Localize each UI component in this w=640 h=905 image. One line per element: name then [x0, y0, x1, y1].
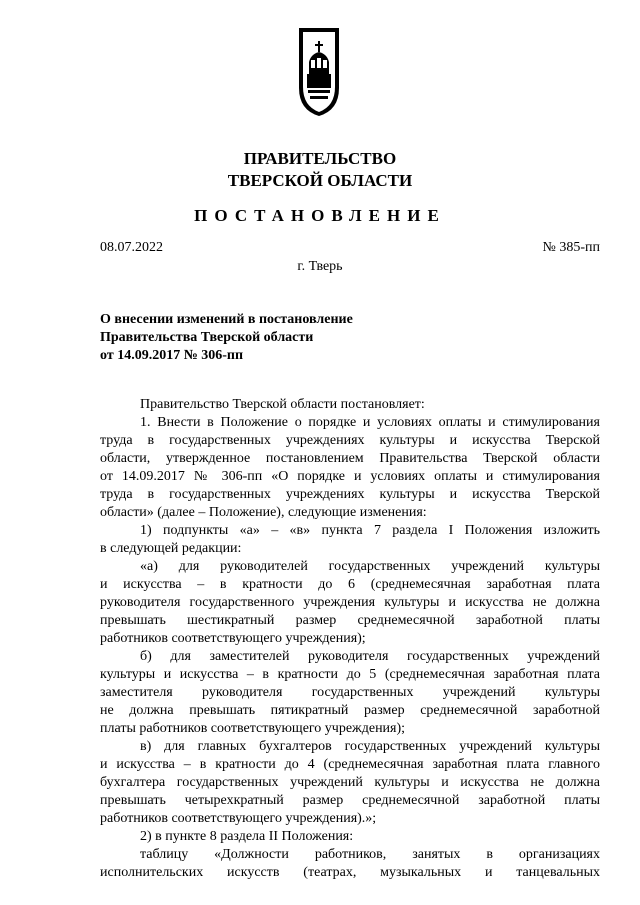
body-text-line: платы работников соответствующего учреждения); — [100, 721, 406, 736]
body-text-line: работников соответствующего учреждения); — [100, 631, 366, 646]
coat-of-arms-icon — [296, 26, 342, 118]
body-text-line: Правительство Тверской области постановляет: — [140, 397, 425, 412]
document-city: г. Тверь — [297, 259, 343, 274]
body-text-line: работников соответствующего учреждения).»; — [100, 811, 377, 826]
body-text-line: превышать четырехкратный размер среднемесячной заработной платы — [100, 793, 600, 808]
body-text-line: 1. Внести в Положение о порядке и условиях оплаты и стимулирования — [140, 415, 600, 430]
body-text-line: заместителя руководителя государственных учреждений культуры — [100, 685, 600, 700]
body-text-line: и искусства – в кратности до 6 (среднемесячная заработная плата — [100, 577, 600, 592]
body-text-line: области, утвержденное постановлением Правительства Тверской области — [100, 451, 600, 466]
body-text-line: исполнительских искусств (театрах, музыкальных и танцевальных — [100, 865, 600, 880]
body-text-line: труда в государственных учреждениях культуры и искусства Тверской — [100, 487, 600, 502]
document-type: ПОСТАНОВЛЕНИЕ — [194, 206, 446, 225]
document-date: 08.07.2022 — [100, 240, 163, 255]
body-text-line: не должна превышать пятикратный размер среднемесячной заработной — [100, 703, 600, 718]
body-text-line: 2) в пункте 8 раздела II Положения: — [140, 829, 354, 844]
body-text-line: от 14.09.2017 № 306-пп «О порядке и условиях оплаты и стимулирования — [100, 469, 600, 484]
body-text-line: таблицу «Должности работников, занятых в организациях — [140, 847, 600, 862]
body-text-line: культуры и искусства – в кратности до 5 (среднемесячная заработная плата — [100, 667, 600, 682]
body-text-line: 1) подпункты «а» – «в» пункта 7 раздела I Положения изложить — [140, 523, 600, 538]
body-text-line: бухгалтера государственных учреждений культуры и искусства не должна — [100, 775, 600, 790]
body-text-line: области» (далее – Положение), следующие изменения: — [100, 505, 427, 520]
body-text-line: «а) для руководителей государственных учреждений культуры — [140, 559, 600, 574]
body-text-line: в) для главных бухгалтеров государственных учреждений культуры — [140, 739, 600, 754]
government-name-line2: ТВЕРСКОЙ ОБЛАСТИ — [227, 171, 413, 190]
body-text-line: б) для заместителей руководителя государственных учреждений — [140, 649, 600, 664]
subject-line: Правительства Тверской области — [100, 330, 314, 345]
government-name-line1: ПРАВИТЕЛЬСТВО — [243, 149, 397, 168]
document-number: № 385-пп — [542, 240, 600, 255]
body-text-line: превышать шестикратный размер среднемесячной заработной платы — [100, 613, 600, 628]
subject-line: О внесении изменений в постановление — [100, 312, 353, 327]
body-text-line: в следующей редакции: — [100, 541, 242, 556]
document-subject — [100, 311, 353, 365]
document-body — [100, 396, 600, 882]
body-text-line: труда в государственных учреждениях культуры и искусства Тверской — [100, 433, 600, 448]
body-text-line: руководителя государственного учреждения культуры и искусства не должна — [100, 595, 600, 610]
body-text-line: и искусства – в кратности до 4 (среднемесячная заработная плата главного — [100, 757, 600, 772]
subject-line: от 14.09.2017 № 306-пп — [100, 348, 244, 363]
